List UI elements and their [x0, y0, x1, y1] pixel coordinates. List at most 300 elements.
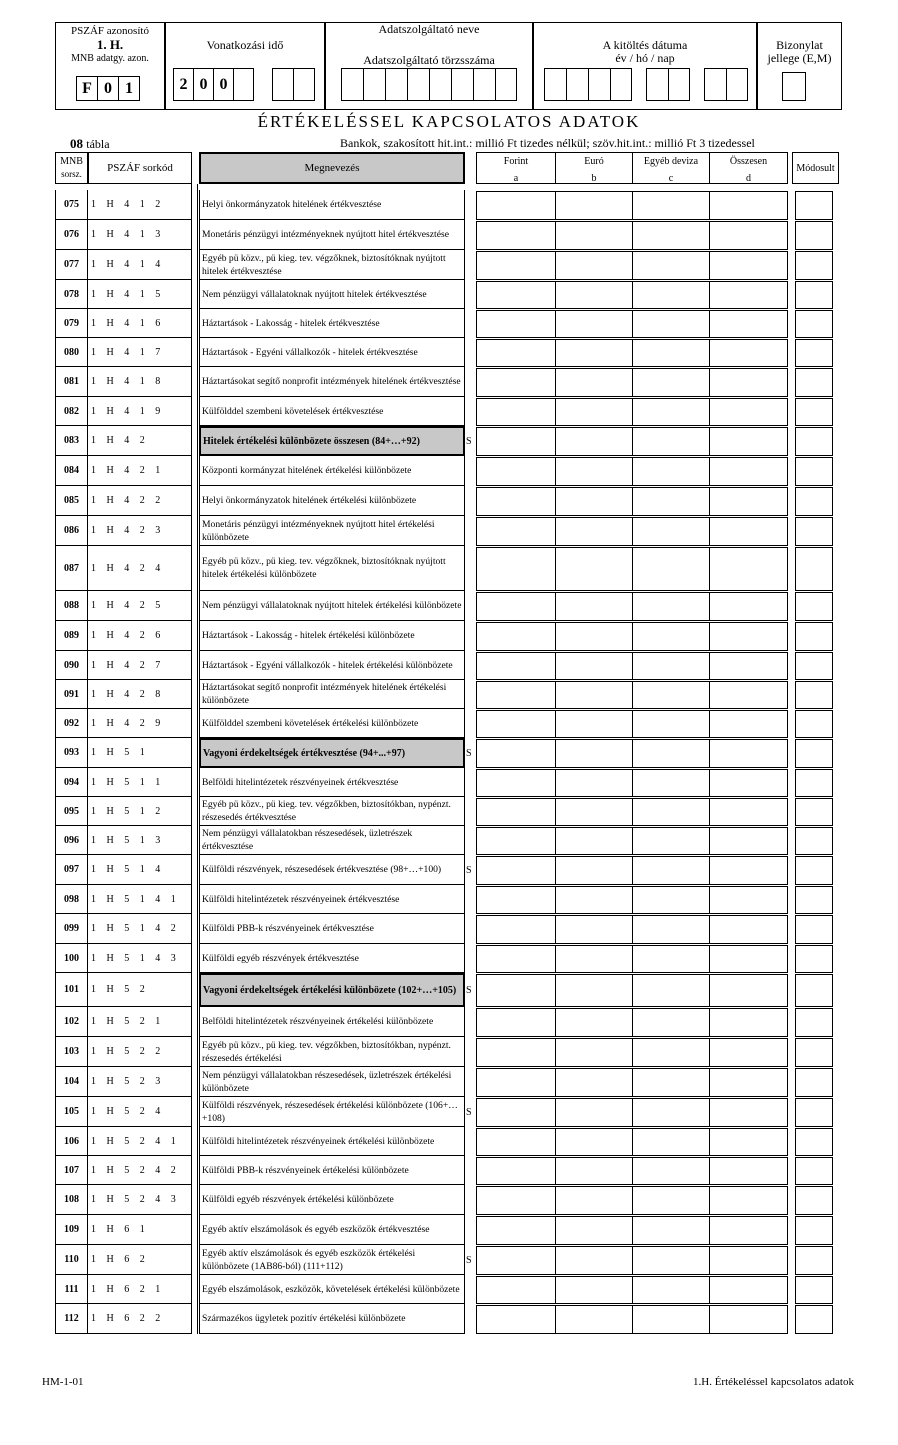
- row-number: 087: [55, 546, 88, 591]
- row-value-forint[interactable]: [476, 798, 556, 826]
- row-value-forint[interactable]: [476, 739, 556, 768]
- row-value-modosult[interactable]: [795, 310, 833, 338]
- row-number: 097: [55, 855, 88, 885]
- row-value-forint[interactable]: [476, 427, 556, 456]
- row-value-osszesen[interactable]: [709, 886, 788, 914]
- row-value-modosult[interactable]: [795, 1128, 833, 1156]
- row-code: 1 H 4 1 2: [88, 190, 192, 220]
- row-value-modosult[interactable]: [795, 547, 833, 591]
- row-number: 094: [55, 768, 88, 797]
- footer-left: HM-1-01: [42, 1376, 84, 1388]
- row-name: Külfölddel szembeni követelések értékvesztése: [199, 397, 465, 426]
- row-number: 090: [55, 651, 88, 680]
- col-header-euro-label: Euró: [584, 156, 604, 167]
- row-value-euro[interactable]: [555, 547, 633, 591]
- row-value-osszesen[interactable]: [709, 1098, 788, 1127]
- row-code: 1 H 5 1 4 3: [88, 944, 192, 973]
- col-header-modosult: [792, 152, 839, 184]
- row-value-egyeb[interactable]: [632, 1098, 710, 1127]
- row-code: 1 H 5 1 1: [88, 768, 192, 797]
- row-value-euro[interactable]: [555, 1157, 633, 1185]
- row-code: 1 H 5 2 4 2: [88, 1156, 192, 1185]
- row-value-osszesen[interactable]: [709, 1038, 788, 1067]
- row-value-euro[interactable]: [555, 191, 633, 220]
- row-value-modosult[interactable]: [795, 915, 833, 944]
- col-header-modosult-label: Módosult: [796, 162, 835, 174]
- row-value-forint[interactable]: [476, 517, 556, 546]
- row-value-modosult[interactable]: [795, 281, 833, 309]
- row-value-osszesen[interactable]: [709, 251, 788, 280]
- row-value-egyeb[interactable]: [632, 368, 710, 397]
- row-value-euro[interactable]: [555, 1038, 633, 1067]
- col-header-forint-sub: a: [513, 173, 519, 184]
- period-digit-6[interactable]: [293, 68, 315, 101]
- row-value-forint[interactable]: [476, 251, 556, 280]
- row-number: 109: [55, 1215, 88, 1245]
- row-name: Egyéb pü közv., pü kieg. tev. végzőknek, biztosítóknak nyújtott hitelek értékvesztése: [199, 250, 465, 280]
- row-value-forint[interactable]: [476, 281, 556, 309]
- row-value-egyeb[interactable]: [632, 769, 710, 797]
- row-value-euro[interactable]: [555, 827, 633, 855]
- row-number: 106: [55, 1127, 88, 1156]
- row-value-egyeb[interactable]: [632, 592, 710, 621]
- period-label: Vonatkozási idő: [206, 38, 284, 52]
- row-value-osszesen[interactable]: [709, 1157, 788, 1185]
- row-value-osszesen[interactable]: [709, 1068, 788, 1097]
- row-value-euro[interactable]: [555, 681, 633, 709]
- row-value-modosult[interactable]: [795, 427, 833, 456]
- row-name: Vagyoni érdekeltségek értékelési különbözete (102+…+105): [199, 973, 465, 1007]
- row-value-forint[interactable]: [476, 974, 556, 1007]
- row-value-osszesen[interactable]: [709, 652, 788, 680]
- row-sum-marker: S: [466, 747, 472, 759]
- col-header-mnb-l2: sorsz.: [61, 169, 82, 179]
- row-value-forint[interactable]: [476, 457, 556, 486]
- table-word: tábla: [86, 137, 110, 151]
- row-value-modosult[interactable]: [795, 592, 833, 621]
- row-value-forint[interactable]: [476, 886, 556, 914]
- row-code: 1 H 4 2 3: [88, 516, 192, 546]
- row-value-euro[interactable]: [555, 1008, 633, 1037]
- row-value-osszesen[interactable]: [709, 427, 788, 456]
- row-value-euro[interactable]: [555, 487, 633, 516]
- row-value-osszesen[interactable]: [709, 592, 788, 621]
- row-code: 1 H 4 1 9: [88, 397, 192, 426]
- row-number: 083: [55, 426, 88, 456]
- form-code-box-3[interactable]: 1: [118, 76, 140, 101]
- provider-reg-boxes[interactable]: [341, 68, 517, 101]
- row-value-egyeb[interactable]: [632, 681, 710, 709]
- row-value-modosult[interactable]: [795, 739, 833, 768]
- row-value-osszesen[interactable]: [709, 710, 788, 738]
- row-value-modosult[interactable]: [795, 1068, 833, 1097]
- row-number: 081: [55, 367, 88, 397]
- row-value-forint[interactable]: [476, 856, 556, 885]
- row-value-osszesen[interactable]: [709, 281, 788, 309]
- row-value-osszesen[interactable]: [709, 915, 788, 944]
- row-value-modosult[interactable]: [795, 1038, 833, 1067]
- date-month-boxes[interactable]: [646, 68, 690, 101]
- row-value-euro[interactable]: [555, 221, 633, 250]
- row-value-modosult[interactable]: [795, 1186, 833, 1215]
- row-value-forint[interactable]: [476, 1128, 556, 1156]
- row-value-modosult[interactable]: [795, 251, 833, 280]
- row-code: 1 H 5 2: [88, 973, 192, 1007]
- row-number: 107: [55, 1156, 88, 1185]
- row-value-osszesen[interactable]: [709, 1276, 788, 1304]
- row-value-osszesen[interactable]: [709, 517, 788, 546]
- row-value-euro[interactable]: [555, 945, 633, 973]
- row-value-osszesen[interactable]: [709, 681, 788, 709]
- row-number: 112: [55, 1304, 88, 1334]
- row-value-forint[interactable]: [476, 710, 556, 738]
- row-value-egyeb[interactable]: [632, 427, 710, 456]
- row-value-modosult[interactable]: [795, 398, 833, 426]
- row-value-egyeb[interactable]: [632, 856, 710, 885]
- row-value-modosult[interactable]: [795, 1305, 833, 1334]
- col-header-pszaf: [88, 152, 192, 184]
- row-value-modosult[interactable]: [795, 487, 833, 516]
- row-value-modosult[interactable]: [795, 221, 833, 250]
- row-value-egyeb[interactable]: [632, 1276, 710, 1304]
- row-number: 092: [55, 709, 88, 738]
- page-title: ÉRTÉKELÉSSEL KAPCSOLATOS ADATOK: [257, 112, 641, 131]
- row-value-euro[interactable]: [555, 339, 633, 367]
- row-value-modosult[interactable]: [795, 886, 833, 914]
- row-name: Nem pénzügyi vállalatokban részesedések, üzletrészek értékelési különbözete: [199, 1067, 465, 1097]
- row-value-modosult[interactable]: [795, 1157, 833, 1185]
- row-value-euro[interactable]: [555, 769, 633, 797]
- row-value-egyeb[interactable]: [632, 652, 710, 680]
- row-name: Háztartásokat segítő nonprofit intézmények hitelének értékvesztése: [199, 367, 465, 397]
- period-digit-4[interactable]: [233, 68, 254, 101]
- row-value-euro[interactable]: [555, 1128, 633, 1156]
- row-value-euro[interactable]: [555, 457, 633, 486]
- row-value-modosult[interactable]: [795, 798, 833, 826]
- row-value-forint[interactable]: [476, 681, 556, 709]
- row-number: 089: [55, 621, 88, 651]
- row-code: 1 H 5 1: [88, 738, 192, 768]
- col-header-euro: [555, 152, 633, 184]
- row-value-euro[interactable]: [555, 1305, 633, 1334]
- row-code: 1 H 5 2 1: [88, 1007, 192, 1037]
- col-header-name-label: Megnevezés: [304, 162, 360, 174]
- row-value-osszesen[interactable]: [709, 945, 788, 973]
- row-name: Külföldi hitelintézetek részvényeinek értékelési különbözete: [199, 1127, 465, 1156]
- row-code: 1 H 4 1 5: [88, 280, 192, 309]
- row-value-forint[interactable]: [476, 1098, 556, 1127]
- row-value-egyeb[interactable]: [632, 191, 710, 220]
- row-number: 088: [55, 591, 88, 621]
- row-value-egyeb[interactable]: [632, 1008, 710, 1037]
- row-value-osszesen[interactable]: [709, 1186, 788, 1215]
- row-value-forint[interactable]: [476, 1216, 556, 1245]
- row-value-forint[interactable]: [476, 368, 556, 397]
- row-value-osszesen[interactable]: [709, 368, 788, 397]
- row-name: Háztartások - Lakosság - hitelek értékvesztése: [199, 309, 465, 338]
- row-value-egyeb[interactable]: [632, 945, 710, 973]
- row-value-modosult[interactable]: [795, 681, 833, 709]
- row-value-euro[interactable]: [555, 1068, 633, 1097]
- period-digit-5[interactable]: [272, 68, 294, 101]
- row-value-osszesen[interactable]: [709, 856, 788, 885]
- row-name: Külföldi egyéb részvények értékelési különbözete: [199, 1185, 465, 1215]
- row-value-forint[interactable]: [476, 1038, 556, 1067]
- row-value-modosult[interactable]: [795, 1216, 833, 1245]
- row-sum-marker: S: [466, 1106, 472, 1118]
- row-value-osszesen[interactable]: [709, 1008, 788, 1037]
- row-name: Helyi önkormányzatok hitelének értékvesztése: [199, 190, 465, 220]
- row-number: 080: [55, 338, 88, 367]
- row-value-modosult[interactable]: [795, 622, 833, 651]
- row-value-forint[interactable]: [476, 1186, 556, 1215]
- row-value-modosult[interactable]: [795, 457, 833, 486]
- row-value-forint[interactable]: [476, 945, 556, 973]
- row-value-euro[interactable]: [555, 1098, 633, 1127]
- row-name: Belföldi hitelintézetek részvényeinek értékelési különbözete: [199, 1007, 465, 1037]
- row-code: 1 H 5 2 3: [88, 1067, 192, 1097]
- row-value-forint[interactable]: [476, 592, 556, 621]
- col-header-pszaf-label: PSZÁF sorkód: [107, 162, 173, 174]
- row-value-modosult[interactable]: [795, 191, 833, 220]
- row-value-euro[interactable]: [555, 1216, 633, 1245]
- row-name: Háztartásokat segítő nonprofit intézmények hitelének értékelési különbözete: [199, 680, 465, 709]
- row-value-modosult[interactable]: [795, 368, 833, 397]
- row-value-euro[interactable]: [555, 798, 633, 826]
- row-value-euro[interactable]: [555, 915, 633, 944]
- row-sum-marker: S: [466, 984, 472, 996]
- row-value-osszesen[interactable]: [709, 1305, 788, 1334]
- row-value-egyeb[interactable]: [632, 1068, 710, 1097]
- row-name: Nem pénzügyi vállalatokban részesedések, üzletrészek értékvesztése: [199, 826, 465, 855]
- period-digit-1[interactable]: 2: [173, 68, 194, 101]
- row-value-euro[interactable]: [555, 739, 633, 768]
- row-value-euro[interactable]: [555, 310, 633, 338]
- row-value-egyeb[interactable]: [632, 457, 710, 486]
- period-digit-3[interactable]: 0: [213, 68, 234, 101]
- table-divider: [197, 184, 198, 1334]
- row-value-egyeb[interactable]: [632, 517, 710, 546]
- row-value-euro[interactable]: [555, 710, 633, 738]
- row-value-euro[interactable]: [555, 398, 633, 426]
- col-header-forint-label: Forint: [503, 156, 529, 167]
- row-value-euro[interactable]: [555, 517, 633, 546]
- row-code: 1 H 4 2 5: [88, 591, 192, 621]
- row-value-forint[interactable]: [476, 915, 556, 944]
- row-value-egyeb[interactable]: [632, 1128, 710, 1156]
- row-code: 1 H 5 2 2: [88, 1037, 192, 1067]
- row-value-egyeb[interactable]: [632, 547, 710, 591]
- row-value-forint[interactable]: [476, 398, 556, 426]
- row-value-egyeb[interactable]: [632, 915, 710, 944]
- row-number: 100: [55, 944, 88, 973]
- date-year-boxes[interactable]: [544, 68, 632, 101]
- footer-right: 1.H. Értékeléssel kapcsolatos adatok: [693, 1376, 854, 1388]
- row-value-egyeb[interactable]: [632, 974, 710, 1007]
- mnb-label: MNB adatgy. azon.: [71, 53, 149, 64]
- row-value-forint[interactable]: [476, 487, 556, 516]
- row-name: Vagyoni érdekeltségek értékvesztése (94+...+97): [199, 738, 465, 768]
- row-value-osszesen[interactable]: [709, 1216, 788, 1245]
- row-value-forint[interactable]: [476, 1246, 556, 1275]
- row-value-osszesen[interactable]: [709, 1128, 788, 1156]
- row-number: 078: [55, 280, 88, 309]
- date-sub-label: év / hó / nap: [615, 51, 675, 65]
- row-value-modosult[interactable]: [795, 769, 833, 797]
- col-header-mnb: [55, 152, 88, 184]
- row-value-osszesen[interactable]: [709, 221, 788, 250]
- row-value-osszesen[interactable]: [709, 1246, 788, 1275]
- row-value-forint[interactable]: [476, 1008, 556, 1037]
- row-value-egyeb[interactable]: [632, 1038, 710, 1067]
- row-name: Háztartások - Lakosság - hitelek értékelési különbözete: [199, 621, 465, 651]
- row-value-forint[interactable]: [476, 191, 556, 220]
- row-value-egyeb[interactable]: [632, 1216, 710, 1245]
- row-code: 1 H 4 2: [88, 426, 192, 456]
- row-number: 091: [55, 680, 88, 709]
- form-code-box-2[interactable]: 0: [97, 76, 119, 101]
- row-value-egyeb[interactable]: [632, 251, 710, 280]
- row-value-euro[interactable]: [555, 592, 633, 621]
- row-value-egyeb[interactable]: [632, 1246, 710, 1275]
- row-value-euro[interactable]: [555, 1246, 633, 1275]
- row-value-forint[interactable]: [476, 1068, 556, 1097]
- row-value-osszesen[interactable]: [709, 739, 788, 768]
- doc-type-input[interactable]: [782, 72, 806, 101]
- row-value-osszesen[interactable]: [709, 974, 788, 1007]
- row-value-forint[interactable]: [476, 1276, 556, 1304]
- col-header-mnb-l1: MNB: [60, 156, 83, 167]
- row-value-egyeb[interactable]: [632, 622, 710, 651]
- row-value-egyeb[interactable]: [632, 339, 710, 367]
- row-code: 1 H 5 2 4 1: [88, 1127, 192, 1156]
- row-number: 077: [55, 250, 88, 280]
- row-value-forint[interactable]: [476, 1305, 556, 1334]
- period-digit-2[interactable]: 0: [193, 68, 214, 101]
- col-header-osszesen: [709, 152, 788, 184]
- row-value-egyeb[interactable]: [632, 1157, 710, 1185]
- row-name: Monetáris pénzügyi intézményeknek nyújtott hitel értékelési különbözete: [199, 516, 465, 546]
- row-value-euro[interactable]: [555, 251, 633, 280]
- row-value-euro[interactable]: [555, 652, 633, 680]
- row-value-euro[interactable]: [555, 1186, 633, 1215]
- row-value-egyeb[interactable]: [632, 710, 710, 738]
- row-value-modosult[interactable]: [795, 652, 833, 680]
- row-number: 108: [55, 1185, 88, 1215]
- row-value-egyeb[interactable]: [632, 281, 710, 309]
- row-value-egyeb[interactable]: [632, 886, 710, 914]
- row-name: Egyéb pü közv., pü kieg. tev. végzőkben, biztosítókban, nypénzt. részesedés értékvesztése: [199, 797, 465, 826]
- row-value-egyeb[interactable]: [632, 1186, 710, 1215]
- row-value-forint[interactable]: [476, 769, 556, 797]
- row-value-osszesen[interactable]: [709, 769, 788, 797]
- row-value-forint[interactable]: [476, 310, 556, 338]
- row-code: 1 H 4 1 7: [88, 338, 192, 367]
- row-value-euro[interactable]: [555, 368, 633, 397]
- form-code-box-1[interactable]: F: [76, 76, 98, 101]
- row-value-modosult[interactable]: [795, 1008, 833, 1037]
- row-value-osszesen[interactable]: [709, 457, 788, 486]
- row-value-forint[interactable]: [476, 652, 556, 680]
- row-value-euro[interactable]: [555, 886, 633, 914]
- row-value-forint[interactable]: [476, 221, 556, 250]
- row-value-forint[interactable]: [476, 547, 556, 591]
- row-value-modosult[interactable]: [795, 974, 833, 1007]
- row-value-forint[interactable]: [476, 1157, 556, 1185]
- row-value-egyeb[interactable]: [632, 798, 710, 826]
- row-value-osszesen[interactable]: [709, 798, 788, 826]
- col-header-osszesen-label: Összesen: [729, 156, 768, 167]
- row-value-modosult[interactable]: [795, 945, 833, 973]
- doc-type-label: Bizonylat jellege (E,M): [767, 38, 832, 65]
- row-name: Külföldi PBB-k részvényeinek értékelési különbözete: [199, 1156, 465, 1185]
- pszaf-label: PSZÁF azonosító: [71, 25, 149, 37]
- row-value-egyeb[interactable]: [632, 1305, 710, 1334]
- row-sum-marker: S: [466, 1254, 472, 1266]
- row-value-modosult[interactable]: [795, 856, 833, 885]
- row-name: Nem pénzügyi vállalatoknak nyújtott hitelek értékelési különbözete: [199, 591, 465, 621]
- row-value-osszesen[interactable]: [709, 827, 788, 855]
- row-value-euro[interactable]: [555, 1276, 633, 1304]
- row-value-modosult[interactable]: [795, 339, 833, 367]
- row-value-forint[interactable]: [476, 827, 556, 855]
- pszaf-value: 1. H.: [96, 37, 124, 52]
- row-value-osszesen[interactable]: [709, 310, 788, 338]
- row-name: Egyéb pü közv., pü kieg. tev. végzőknek, biztosítóknak nyújtott hitelek értékelési különbözete: [199, 546, 465, 591]
- row-value-egyeb[interactable]: [632, 487, 710, 516]
- row-value-egyeb[interactable]: [632, 221, 710, 250]
- row-value-osszesen[interactable]: [709, 339, 788, 367]
- row-value-euro[interactable]: [555, 281, 633, 309]
- row-name: Külföldi részvények, részesedések értékelési különbözete (106+…+108): [199, 1097, 465, 1127]
- row-value-modosult[interactable]: [795, 1098, 833, 1127]
- row-value-modosult[interactable]: [795, 1246, 833, 1275]
- row-value-euro[interactable]: [555, 622, 633, 651]
- row-name: Monetáris pénzügyi intézményeknek nyújtott hitel értékvesztése: [199, 220, 465, 250]
- row-value-forint[interactable]: [476, 339, 556, 367]
- row-value-osszesen[interactable]: [709, 191, 788, 220]
- row-value-modosult[interactable]: [795, 827, 833, 855]
- row-value-forint[interactable]: [476, 622, 556, 651]
- row-value-modosult[interactable]: [795, 1276, 833, 1304]
- row-name: Származékos ügyletek pozitív értékelési különbözete: [199, 1304, 465, 1334]
- row-value-osszesen[interactable]: [709, 398, 788, 426]
- row-value-modosult[interactable]: [795, 517, 833, 546]
- col-header-forint: [476, 152, 556, 184]
- row-value-osszesen[interactable]: [709, 622, 788, 651]
- row-code: 1 H 5 2 4: [88, 1097, 192, 1127]
- col-header-name: [199, 152, 465, 184]
- row-value-euro[interactable]: [555, 427, 633, 456]
- date-label: A kitöltés dátuma: [602, 38, 688, 52]
- row-value-osszesen[interactable]: [709, 487, 788, 516]
- row-name: Egyéb pü közv., pü kieg. tev. végzőkben, biztosítókban, nypénzt. részesedés értékelési: [199, 1037, 465, 1067]
- row-code: 1 H 4 2 9: [88, 709, 192, 738]
- provider-reg-label: Adatszolgáltató törzsszáma: [363, 53, 495, 67]
- row-value-euro[interactable]: [555, 856, 633, 885]
- row-number: 102: [55, 1007, 88, 1037]
- row-value-modosult[interactable]: [795, 710, 833, 738]
- row-value-egyeb[interactable]: [632, 827, 710, 855]
- row-value-egyeb[interactable]: [632, 310, 710, 338]
- row-value-egyeb[interactable]: [632, 398, 710, 426]
- row-sum-marker: S: [466, 435, 472, 447]
- row-value-euro[interactable]: [555, 974, 633, 1007]
- date-day-boxes[interactable]: [704, 68, 748, 101]
- row-value-egyeb[interactable]: [632, 739, 710, 768]
- row-code: 1 H 4 2 8: [88, 680, 192, 709]
- row-value-osszesen[interactable]: [709, 547, 788, 591]
